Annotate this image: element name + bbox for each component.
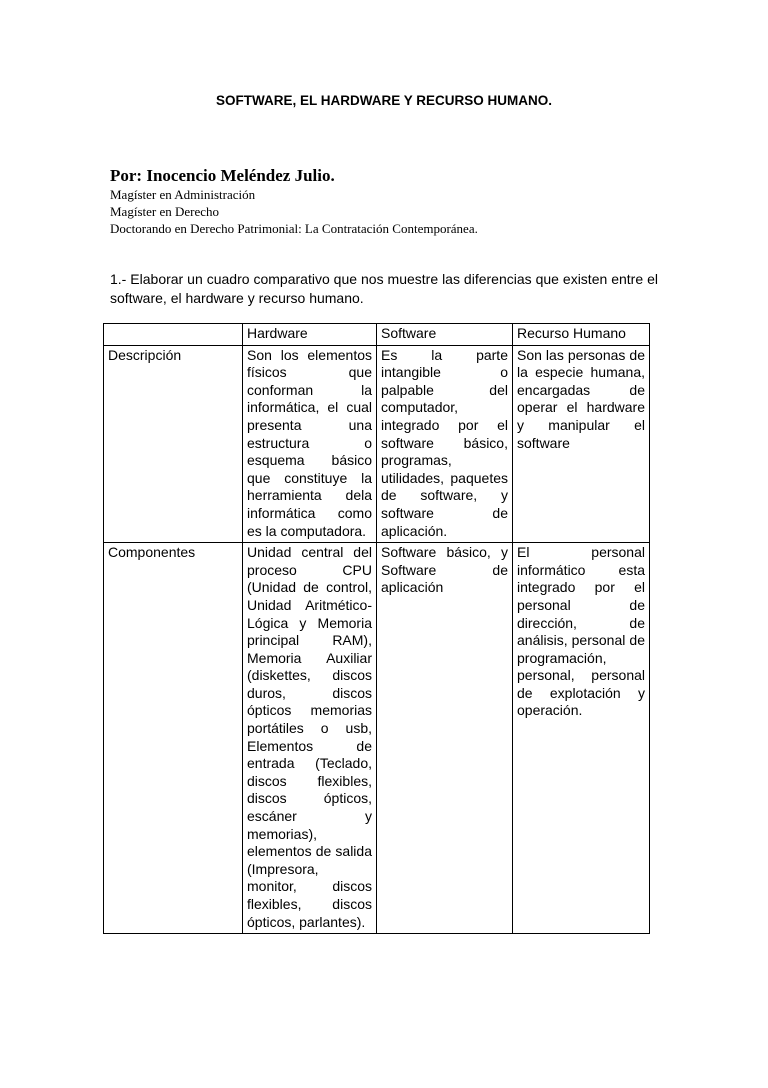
cell-recurso-descripcion: Son las personas de la especie humana, encargadas de operar el hardware y manipular el software — [513, 345, 650, 543]
header-cell-empty — [104, 324, 243, 346]
row-label-descripcion: Descripción — [104, 345, 243, 543]
author-credentials — [110, 186, 670, 237]
credential-line: Magíster en Administración — [110, 187, 256, 202]
credential-line: Magíster en Derecho — [110, 204, 220, 219]
credential-line: Doctorando en Derecho Patrimonial: La Contratación Contemporánea. — [110, 221, 478, 236]
header-cell-recurso-humano: Recurso Humano — [513, 324, 650, 346]
cell-software-descripcion: Es la parte intangible o palpable del computador, integrado por el software básico, programas, utilidades, paquetes de software, y software de aplicación. — [377, 345, 513, 543]
row-label-componentes: Componentes — [104, 543, 243, 934]
comparison-table — [103, 323, 650, 934]
cell-recurso-componentes: El personal informático esta integrado por el personal de dirección, de análisis, personal de programación, personal, personal de explotación y operación. — [513, 543, 650, 934]
header-cell-software: Software — [377, 324, 513, 346]
cell-software-componentes: Software básico, y Software de aplicación — [377, 543, 513, 934]
cell-hardware-descripcion: Son los elementos físicos que conforman la informática, el cual presenta una estructura o esquema básico que constituye la herramienta dela informática como es la computadora. — [243, 345, 377, 543]
table-header-row — [104, 324, 650, 346]
author-name: Por: Inocencio Meléndez Julio. — [110, 166, 335, 185]
question-text: 1.- Elaborar un cuadro comparativo que nos muestre las diferencias que existen entre el software, el hardware y recurso humano. — [110, 271, 658, 306]
table-row — [104, 345, 650, 543]
table-row — [104, 543, 650, 934]
document-title: SOFTWARE, EL HARDWARE Y RECURSO HUMANO. — [215, 93, 553, 108]
cell-hardware-componentes: Unidad central del proceso CPU (Unidad de control, Unidad Aritmético-Lógica y Memoria principal RAM), Memoria Auxiliar (diskettes, discos duros, discos ópticos memorias portátiles o usb, Elementos de entrada (Teclado, discos flexibles, discos ópticos, escáner y memorias), elementos de salida (Impresora, monitor, discos flexibles, discos ópticos, parlantes). — [243, 543, 377, 934]
header-cell-hardware: Hardware — [243, 324, 377, 346]
